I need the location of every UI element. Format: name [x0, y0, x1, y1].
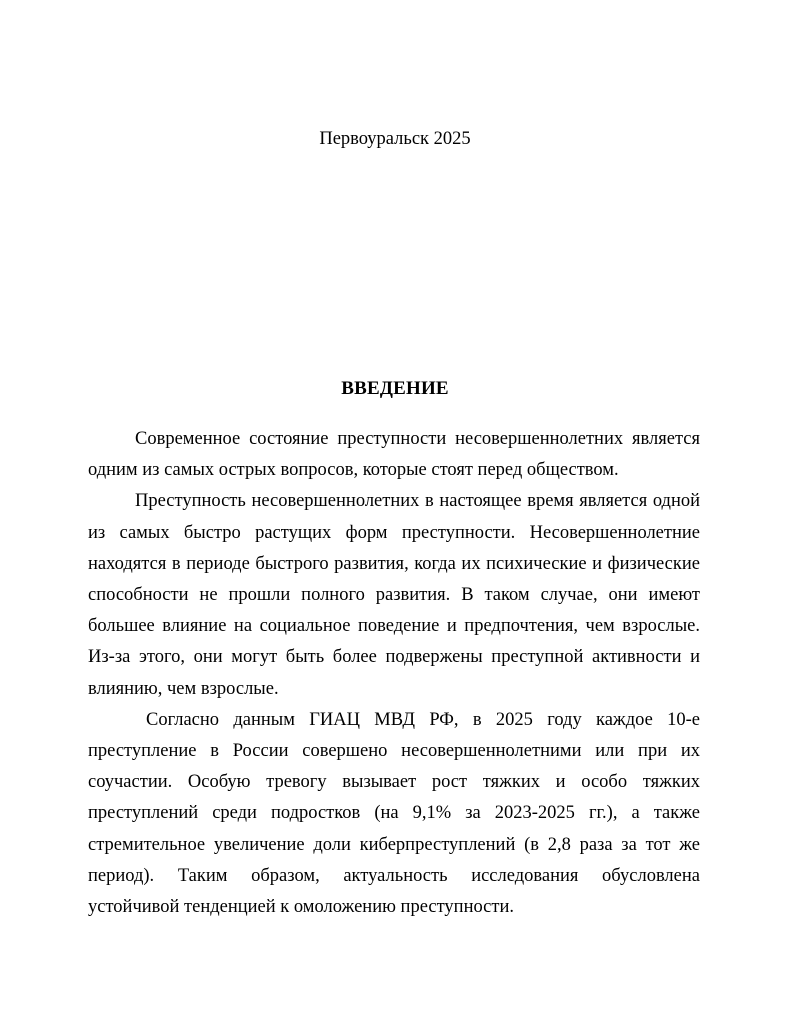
paragraph-1: Современное состояние преступности несовершеннолетних является одним из самых острых вопросов, которые стоят перед обществом.: [88, 429, 700, 481]
paragraph-2: Преступность несовершеннолетних в настоящее время является одной из самых быстро растущих форм преступности. Несовершеннолетние находятся в периоде быстрого развития, когда их психические и физические способности не прошли полного развития. В таком случае, они имеют большее влияние на социальное поведение и предпочтения, чем взрослые. Из-за этого, они могут быть более подвержены преступной активности и влиянию, чем взрослые.: [88, 491, 700, 699]
introduction-body: [88, 424, 700, 923]
section-heading: ВВЕДЕНИЕ: [341, 378, 449, 399]
city-year-line: Первоуральск 2025: [319, 129, 471, 149]
paragraph-3: Согласно данным ГИАЦ МВД РФ, в 2025 году каждое 10-е преступление в России совершено несовершеннолетними или при их соучастии. Особую тревогу вызывает рост тяжких и особо тяжких преступлений среди подростков (на 9,1% за 2023-2025 гг.), а также стремительное увеличение доли киберпреступлений (в 2,8 раза за тот же период). Таким образом, актуальность исследования обусловлена устойчивой тенденцией к омоложению преступности.: [88, 709, 700, 918]
